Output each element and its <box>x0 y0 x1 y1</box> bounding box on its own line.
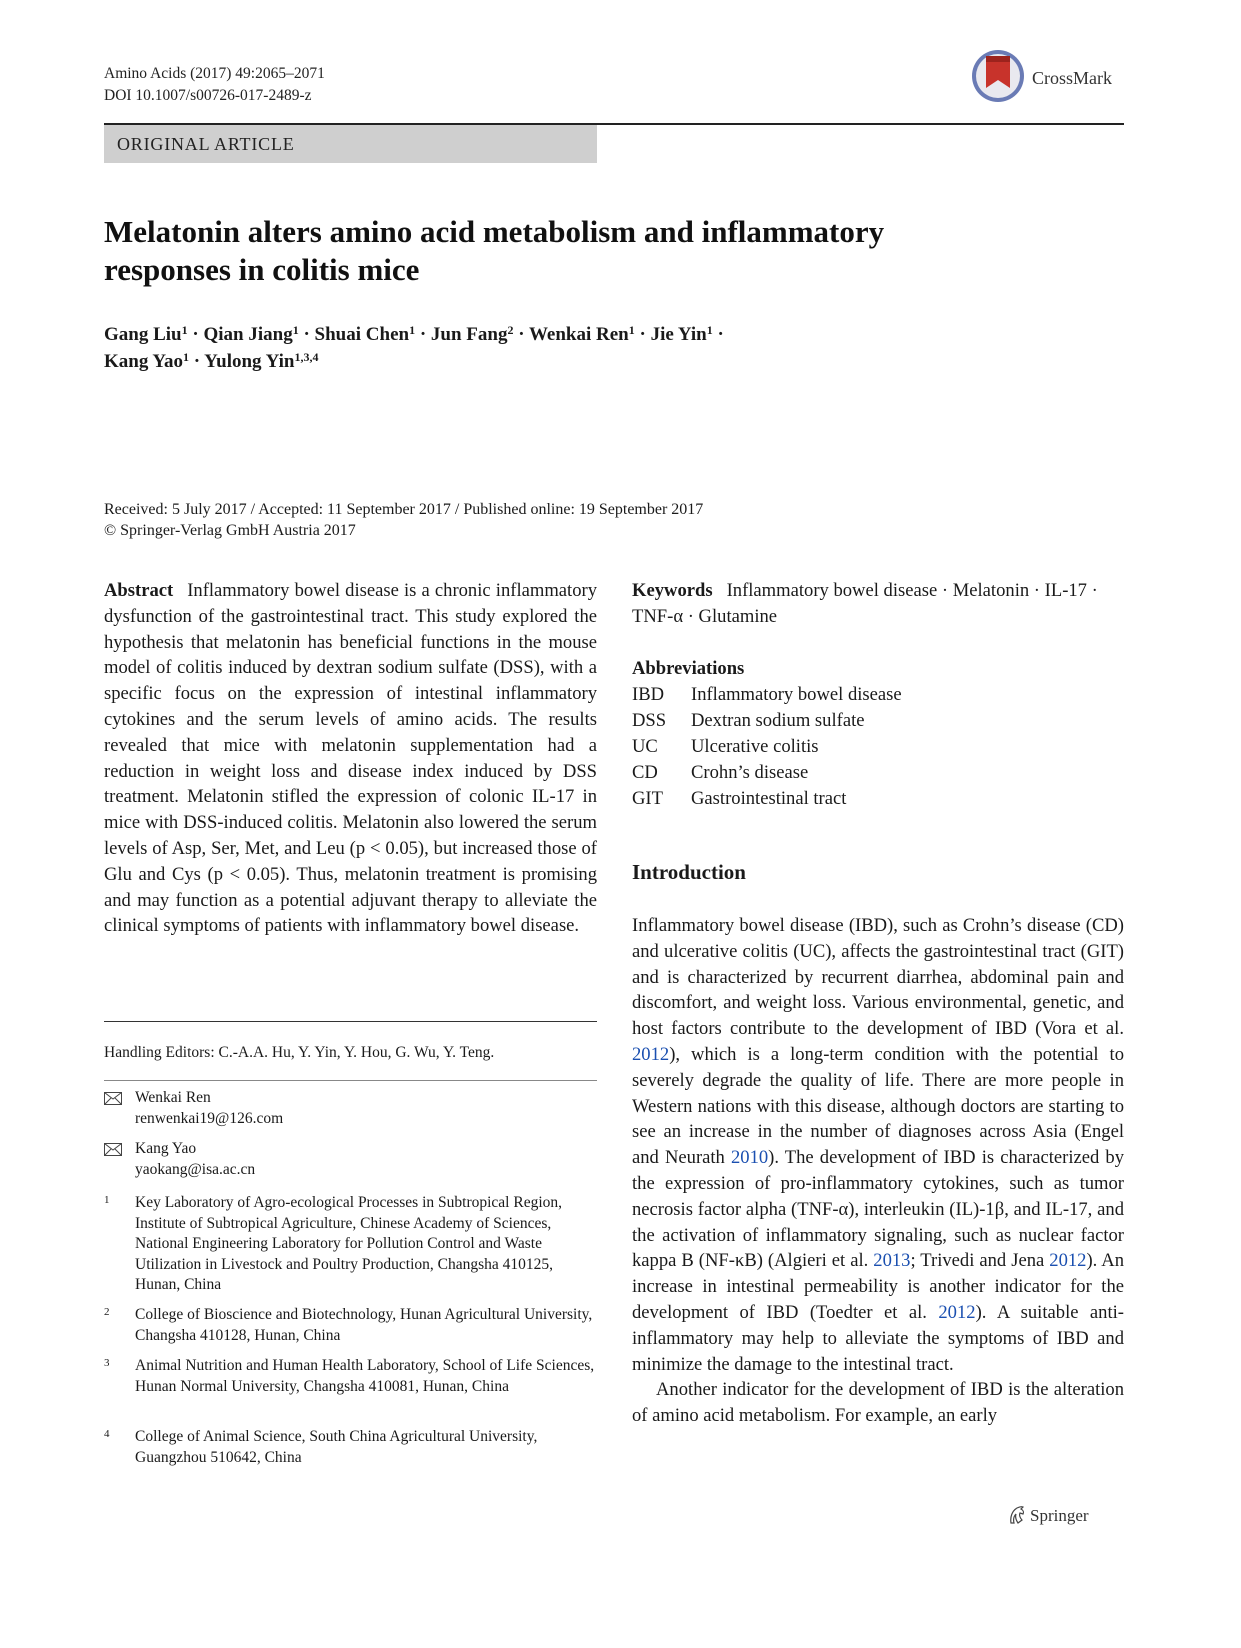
affiliation-number: 2 <box>104 1306 110 1318</box>
keywords <box>632 578 1124 630</box>
author[interactable]: Qian Jiang$^1$ <box>203 323 299 345</box>
abstract-label: Abstract <box>104 580 174 601</box>
contact-yao <box>104 1139 597 1180</box>
abbreviation: IBD <box>632 684 665 705</box>
copyright-line: © Springer-Verlag GmbH Austria 2017 <box>104 522 356 539</box>
author-affiliation-mark: 2 <box>507 323 514 337</box>
contact-name: Wenkai Ren <box>135 1089 211 1106</box>
abbreviations-heading: Abbreviations <box>632 658 745 679</box>
affiliation-2 <box>104 1305 597 1346</box>
author-list: Gang Liu$^1$ · Qian Jiang$^1$ · Shuai Chen$^1$ · Jun Fang$^2$ · Wenkai Ren$^1$ · Jie Yin$^1$ · Kang Yao$^1$ · Yulong Yin$^{1,3,4}$ <box>104 323 724 372</box>
publisher-name: Springer <box>1030 1506 1089 1525</box>
abbreviation: CD <box>632 762 658 783</box>
abbreviations-list <box>632 682 1124 812</box>
keywords-text: Inflammatory bowel disease · Melatonin · IL-17 · TNF-α · Glutamine <box>632 580 1098 627</box>
abbreviation-definition: Gastrointestinal tract <box>691 788 847 809</box>
abbreviation-row <box>632 786 1124 812</box>
abbreviation: GIT <box>632 788 663 809</box>
paragraph-text: ). A suitable anti-inflammatory may help to alleviate the symptoms of IBD and minimize the damage to the intestinal tract. <box>632 1301 1124 1375</box>
author[interactable]: Yulong Yin$^{1,3,4}$ <box>204 350 319 372</box>
introduction-paragraph-1 <box>632 913 1124 1377</box>
abbreviation-row <box>632 682 1124 708</box>
abstract-text: Inflammatory bowel disease is a chronic inflammatory dysfunction of the gastrointestinal tract. This study explored the hypothesis that melatonin has beneficial functions in the mouse model of colitis induced by dextran sodium sulfate (DSS), with a specific focus on the expression of intestinal inflammatory cytokines and the serum levels of amino acids. The results revealed that mice with melatonin supplementation had a reduction in weight loss and disease index induced by DSS treatment. Melatonin stifled the expression of colonic IL-17 in mice with DSS-induced colitis. Melatonin also lowered the serum levels of Asp, Ser, Met, and Leu (p < 0.05), but increased those of Glu and Cys (p < 0.05). Thus, melatonin treatment is promising and may function as a potential adjuvant therapy to alleviate the clinical symptoms of patients with inflammatory bowel disease. <box>104 580 597 937</box>
dates-line: Received: 5 July 2017 / Accepted: 11 September 2017 / Published online: 19 September 2017 <box>104 501 704 518</box>
abbreviation-row <box>632 708 1124 734</box>
paragraph-text: ). The development of IBD is characterized by the expression of pro-inflammatory cytokines, such as tumor necrosis factor alpha (TNF-α), interleukin (IL)-1β, and IL-17, and the activation of inflammatory signaling, such as nuclear factor kappa B (NF-κB) (Algieri et al. <box>632 1147 1124 1272</box>
author-affiliation-mark: 1 <box>628 323 635 337</box>
author[interactable]: Jun Fang$^2$ <box>430 323 514 345</box>
envelope-icon <box>104 1143 122 1156</box>
paragraph-text: ), which is a long-term condition with the potential to severely degrade the quality of life. There are more people in Western nations with this disease, although doctors are starting to see an increase in the number of diagnoses across Asia (Engel and Neurath <box>632 1043 1124 1169</box>
abstract <box>104 578 597 939</box>
affiliation-text: College of Bioscience and Biotechnology, Hunan Agricultural University, Changsha 410128, Hunan, China <box>135 1306 593 1344</box>
abbreviation: DSS <box>632 710 667 731</box>
author[interactable]: Shuai Chen$^1$ <box>314 323 416 345</box>
citation-link[interactable]: 2012 <box>632 1043 670 1065</box>
affiliation-number: 4 <box>104 1428 110 1440</box>
citation-link[interactable]: 2012 <box>938 1301 976 1323</box>
affiliation-4 <box>104 1427 597 1468</box>
author-affiliation-mark: 1 <box>706 323 713 337</box>
author-affiliation-mark: 1 <box>409 323 416 337</box>
affiliation-text: Animal Nutrition and Human Health Laboratory, School of Life Sciences, Hunan Normal University, Changsha 410081, Hunan, China <box>135 1357 595 1395</box>
affiliation-3 <box>104 1356 597 1397</box>
citation-link[interactable]: 2010 <box>730 1147 769 1169</box>
author[interactable]: Kang Yao$^1$ <box>104 350 190 372</box>
affiliation-1 <box>104 1193 597 1296</box>
abbreviation-definition: Inflammatory bowel disease <box>691 684 902 705</box>
contact-email[interactable]: yaokang@isa.ac.cn <box>135 1160 256 1178</box>
paragraph-text: Inflammatory bowel disease (IBD), such as Crohn’s disease (CD) and ulcerative colitis (UC), affects the gastrointestinal tract (GIT) and is characterized by recurrent diarrhea, abdominal pain and discomfort, and weight loss. Various environmental, genetic, and host factors contribute to the development of IBD (Vora et al. <box>632 915 1124 1040</box>
crossmark-label: CrossMark <box>1032 68 1112 88</box>
footnote-rule <box>104 1021 597 1022</box>
citation-link[interactable]: 2013 <box>873 1250 911 1272</box>
paragraph-text: ; Trivedi and Jena <box>910 1250 1050 1272</box>
doi[interactable]: DOI 10.1007/s00726-017-2489-z <box>104 87 312 104</box>
publication-dates <box>104 499 904 541</box>
author-affiliation-mark: 1 <box>183 350 190 364</box>
affiliation-text: College of Animal Science, South China Agricultural University, Guangzhou 510642, China <box>135 1428 538 1466</box>
handling-editors: Handling Editors: C.-A.A. Hu, Y. Yin, Y. Hou, G. Wu, Y. Teng. <box>104 1044 495 1061</box>
affiliation-text: Key Laboratory of Agro-ecological Processes in Subtropical Region, Institute of Subtropical Agriculture, Chinese Academy of Sciences, National Engineering Laboratory for Pollution Control and Waste Utilization in Livestock and Poultry Production, Changsha 410125, Hunan, China <box>135 1194 562 1293</box>
author[interactable]: Wenkai Ren$^1$ <box>528 323 635 345</box>
abbreviation-row <box>632 734 1124 760</box>
springer-horse-icon <box>1008 1505 1026 1525</box>
article-title: Melatonin alters amino acid metabolism and inflammatory responses in colitis mice <box>104 214 885 287</box>
abbreviation-definition: Crohn’s disease <box>691 762 809 783</box>
paragraph-text: ). An increase in intestinal permeability is another indicator for the development of IBD (Toedter et al. <box>632 1250 1125 1323</box>
editors-rule <box>104 1080 597 1081</box>
envelope-icon <box>104 1092 122 1105</box>
affiliation-number: 3 <box>104 1357 110 1369</box>
author[interactable]: Gang Liu$^1$ <box>104 323 188 345</box>
keywords-label: Keywords <box>632 580 713 601</box>
author-affiliation-mark: 1,3,4 <box>294 350 319 364</box>
article-type: ORIGINAL ARTICLE <box>104 125 597 163</box>
citation-link[interactable]: 2012 <box>1049 1250 1087 1272</box>
contact-email[interactable]: renwenkai19@126.com <box>135 1109 284 1127</box>
abbreviation-row <box>632 760 1124 786</box>
abbreviation: UC <box>632 736 658 757</box>
journal-citation: Amino Acids (2017) 49:2065–2071 <box>104 65 325 82</box>
abbreviation-definition: Dextran sodium sulfate <box>691 710 865 731</box>
abbreviation-definition: Ulcerative colitis <box>691 736 819 757</box>
contact-name: Kang Yao <box>135 1140 197 1157</box>
contact-ren <box>104 1088 597 1129</box>
crossmark-icon <box>970 48 1026 104</box>
author-affiliation-mark: 1 <box>292 323 299 337</box>
author[interactable]: Jie Yin$^1$ <box>650 323 713 345</box>
introduction-paragraph-2: Another indicator for the development of IBD is the alteration of amino acid metabolism. For example, an early <box>632 1379 1124 1427</box>
affiliation-number: 1 <box>104 1194 110 1206</box>
introduction-heading: Introduction <box>632 860 746 884</box>
introduction-body <box>632 913 1124 1429</box>
author-affiliation-mark: 1 <box>181 323 188 337</box>
crossmark-badge[interactable] <box>970 48 1130 108</box>
springer-logo <box>1030 1506 1089 1526</box>
